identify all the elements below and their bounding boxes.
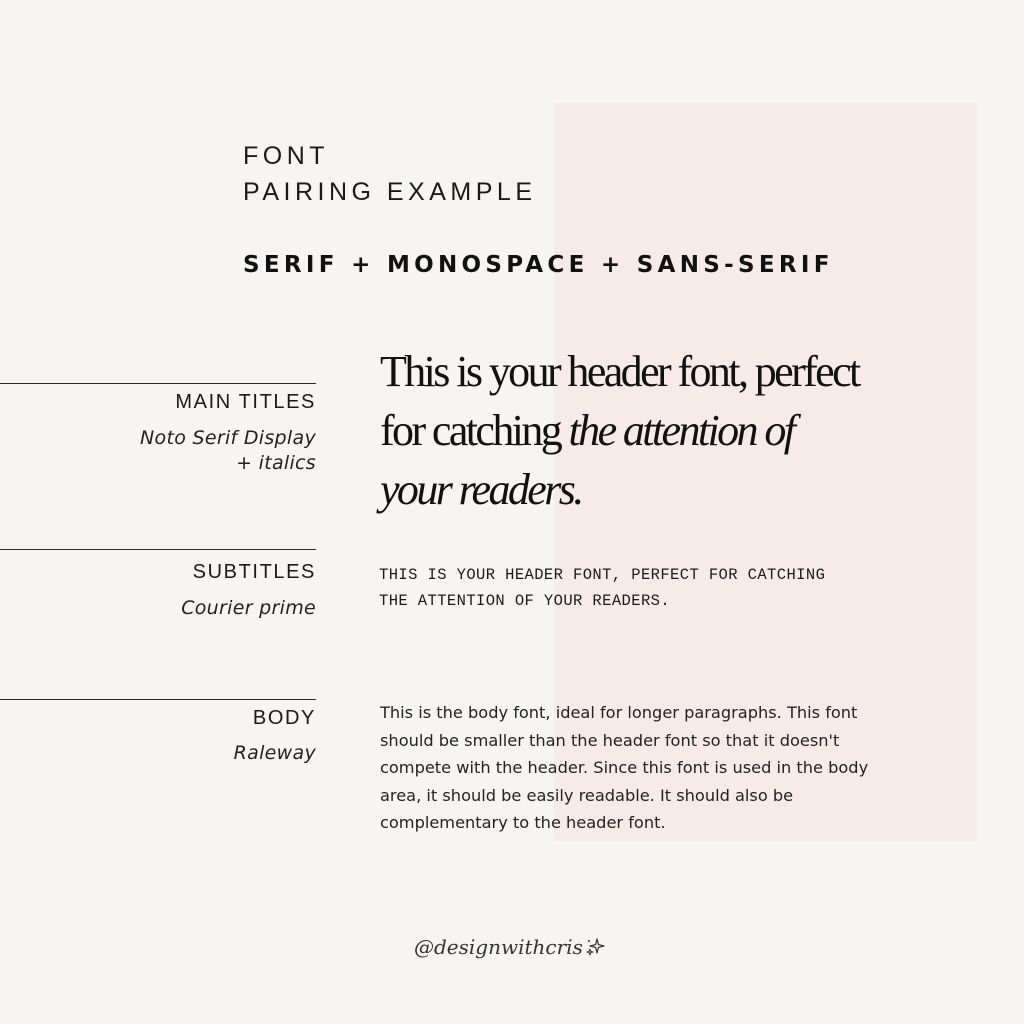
title-line-2: PAIRING EXAMPLE [243,178,537,206]
font-name-body-text: Raleway [233,742,316,764]
divider-body [0,699,316,700]
font-name-line-1: Noto Serif Display [140,427,316,449]
subtitle-font-sample: THIS IS YOUR HEADER FONT, PERFECT FOR CATCHING THE ATTENTION OF YOUR READERS. [379,566,826,610]
font-name-subtitles-text: Courier prime [181,597,316,619]
handle-text: @designwithcris [414,935,583,959]
font-name-subtitles [181,596,316,621]
page-title [243,138,537,210]
divider-subtitles [0,549,316,550]
body-font-sample: This is the body font, ideal for longer paragraphs. This font should be smaller than the header font so that it doesn't compete with the header. Since this font is used in the body area, it should be easily readable. It should also be complementary to the header font. [380,703,869,833]
header-font-sample [380,342,860,519]
header-sample-regular: This is your header font, perfect for catching [380,347,859,455]
font-name-main-titles [140,426,316,476]
header-sample-italic: the attention of your readers. [380,406,794,514]
sparkle-icon [585,937,605,962]
divider-main-titles [0,383,316,384]
pairing-heading: SERIF + MONOSPACE + SANS-SERIF [243,252,834,278]
title-line-1: FONT [243,142,330,170]
label-main-titles: MAIN TITLES [175,391,316,413]
label-subtitles: SUBTITLES [192,561,316,583]
font-name-line-2: + italics [236,452,316,474]
author-handle [414,935,605,962]
font-name-body [234,741,316,766]
label-body: BODY [252,707,316,729]
